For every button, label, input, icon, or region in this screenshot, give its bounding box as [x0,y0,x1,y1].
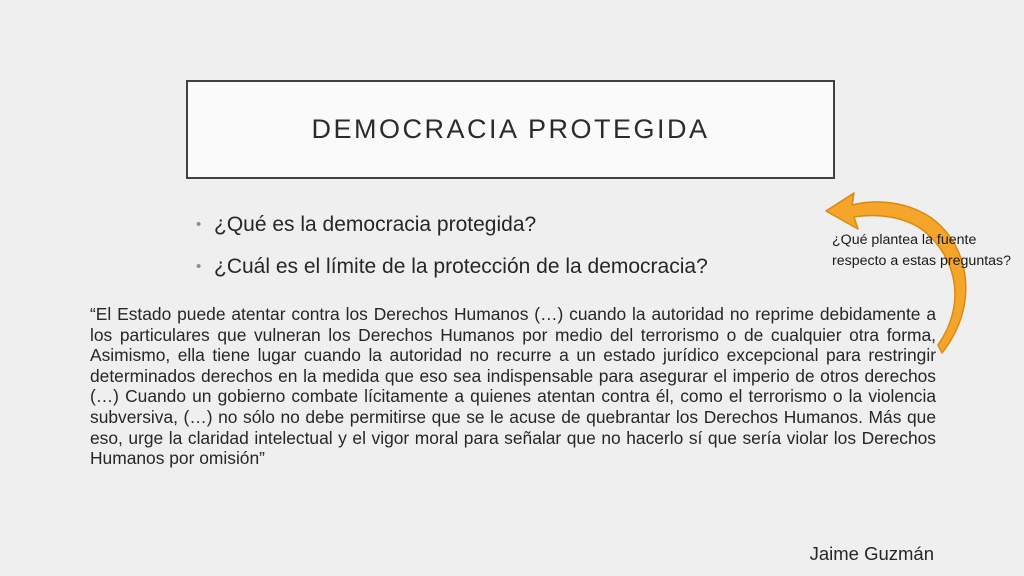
curved-arrow-icon [820,185,980,365]
bullet-item [196,210,816,242]
bullet-text: ¿Qué es la democracia protegida? [214,213,537,236]
quote-author: Jaime Guzmán [809,543,934,564]
bullet-text: ¿Cuál es el límite de la protección de la democracia? [214,255,708,278]
slide-title: DEMOCRACIA PROTEGIDA [311,114,710,144]
bullet-item [196,252,816,284]
quote-paragraph: “El Estado puede atentar contra los Derechos Humanos (…) cuando la autoridad no reprime debidamente a los particulares que vulneran los Derechos Humanos por medio del terrorismo o de cualquier otra forma, Asimismo, ella tiene lugar cuando la autoridad no recurre a un estado jurídico excepcional para restringir determinados derechos en la medida que eso sea indispensable para asegurar el imperio de otros derechos (…) Cuando un gobierno combate lícitamente a quienes atentan contra él, como el terrorismo o la violencia subversiva, (…) no sólo no debe permitirse que se le acuse de quebrantar los Derechos Humanos. Más que eso, urge la claridad intelectual y el vigor moral para señalar que no hacerlo sí que sería violar los Derechos Humanos por omisión” [90,304,936,469]
side-note: ¿Qué plantea la fuente respecto a estas preguntas? [832,232,1012,269]
bullet-list [196,210,816,294]
bullet-dot-icon: • [196,216,202,233]
arrow-body [826,193,966,353]
title-box [186,80,835,179]
bullet-dot-icon: • [196,258,202,275]
